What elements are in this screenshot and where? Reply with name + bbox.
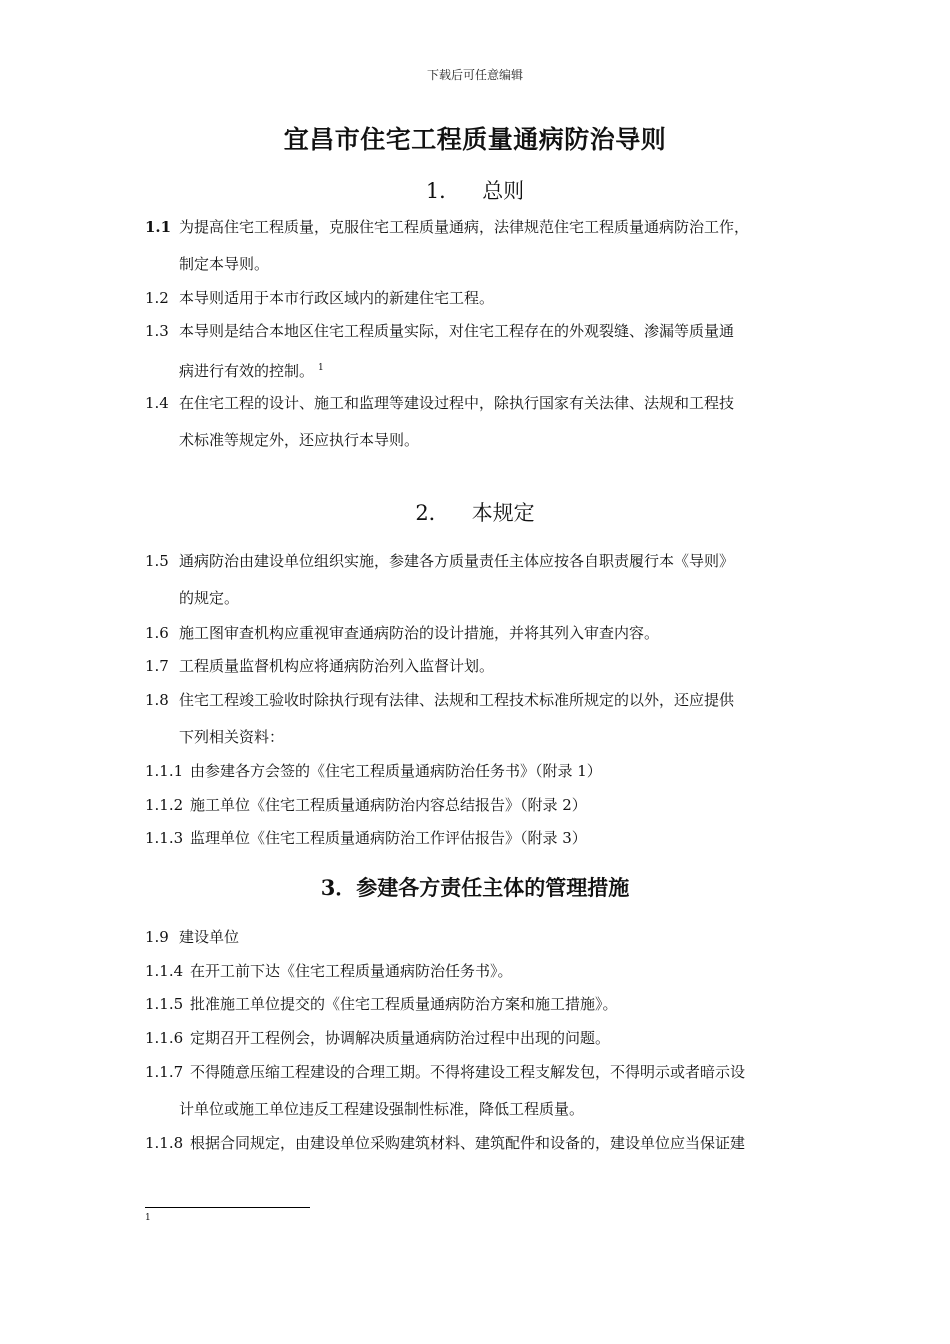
- clause-number: 1.1.3: [145, 829, 184, 847]
- clause-text: 在住宅工程的设计、施工和监理等建设过程中，除执行国家有关法律、法规和工程技: [179, 394, 735, 412]
- clause-number: 1.1.1: [145, 762, 184, 780]
- clause-text: 为提高住宅工程质量，克服住宅工程质量通病，法律规范住宅工程质量通病防治工作，: [179, 218, 750, 236]
- clause-text-continued: 的规定。: [179, 589, 240, 607]
- section-title: 总则: [482, 179, 525, 203]
- clause-text: 工程质量监督机构应将通病防治列入监督计划。: [179, 657, 495, 675]
- subclause-1-1-8: [145, 1125, 817, 1162]
- clause-number: 1.1.4: [145, 962, 184, 980]
- clause-1-4: [145, 385, 817, 459]
- section-title: 本规定: [471, 501, 535, 525]
- clause-1-5: [145, 543, 817, 617]
- clause-text: 住宅工程竣工验收时除执行现有法律、法规和工程技术标准所规定的以外，还应提供: [179, 691, 735, 709]
- clause-number: 1.5: [145, 552, 169, 570]
- subclause-1-1-3: [145, 820, 817, 857]
- page-header: 下载后可任意编辑: [426, 68, 523, 82]
- clause-1-6: [145, 615, 817, 652]
- clause-1-9: [145, 919, 817, 956]
- clause-text-continued: 下列相关资料：: [179, 728, 285, 746]
- clause-text-line: 病进行有效的控制。: [179, 362, 315, 380]
- subclause-1-1-2: [145, 787, 817, 824]
- clause-number: 1.1.5: [145, 995, 184, 1013]
- clause-text: 不得随意压缩工程建设的合理工期。不得将建设工程支解发包，不得明示或者暗示设: [189, 1063, 745, 1081]
- section-heading-3: 3．参建各方责任主体的管理措施: [320, 875, 630, 900]
- clause-1-3: [145, 313, 817, 390]
- clause-text-continued: 术标准等规定外，还应执行本导则。: [179, 431, 420, 449]
- clause-text: 施工单位《住宅工程质量通病防治内容总结报告》（附录 2）: [189, 796, 587, 814]
- clause-text-continued: 计单位或施工单位违反工程建设强制性标准，降低工程质量。: [179, 1100, 585, 1118]
- subclause-1-1-1: [145, 753, 817, 790]
- clause-text-continued: 制定本导则。: [179, 255, 270, 273]
- subclause-1-1-4: [145, 953, 817, 990]
- subclause-1-1-6: [145, 1020, 817, 1057]
- clause-number: 1.7: [145, 657, 169, 675]
- clause-text: 定期召开工程例会，协调解决质量通病防治过程中出现的问题。: [189, 1029, 610, 1047]
- clause-text: 施工图审查机构应重视审查通病防治的设计措施，并将其列入审查内容。: [179, 624, 660, 642]
- clause-number: 1.1.8: [145, 1134, 184, 1152]
- footnote-separator: [145, 1207, 310, 1208]
- document-title: 宜昌市住宅工程质量通病防治导则: [283, 125, 667, 154]
- clause-text: 本导则是结合本地区住宅工程质量实际，对住宅工程存在的外观裂缝、渗漏等质量通: [179, 322, 735, 340]
- clause-1-1: [145, 209, 817, 283]
- clause-number: 1.1: [145, 218, 172, 236]
- clause-text: 在开工前下达《住宅工程质量通病防治任务书》。: [189, 962, 513, 980]
- clause-1-2: [145, 280, 817, 317]
- section-number: 1．: [425, 179, 461, 203]
- clause-1-7: [145, 648, 817, 685]
- section-heading-1: [0, 175, 950, 205]
- footnote-reference[interactable]: 1: [318, 363, 324, 373]
- subclause-1-1-5: [145, 986, 817, 1023]
- clause-text: 本导则适用于本市行政区域内的新建住宅工程。: [179, 289, 495, 307]
- clause-text-continued: [145, 350, 817, 390]
- clause-number: 1.9: [145, 928, 169, 946]
- clause-text: 建设单位: [179, 928, 240, 946]
- subclause-1-1-7: [145, 1054, 817, 1128]
- clause-1-8: [145, 682, 817, 756]
- clause-number: 1.1.7: [145, 1063, 184, 1081]
- clause-number: 1.3: [145, 322, 169, 340]
- clause-text: 根据合同规定，由建设单位采购建筑材料、建筑配件和设备的，建设单位应当保证建: [189, 1134, 745, 1152]
- clause-text: 批准施工单位提交的《住宅工程质量通病防治方案和施工措施》。: [189, 995, 618, 1013]
- clause-number: 1.1.2: [145, 796, 184, 814]
- section-number: 2．: [415, 501, 450, 525]
- clause-text: 监理单位《住宅工程质量通病防治工作评估报告》（附录 3）: [189, 829, 587, 847]
- clause-number: 1.4: [145, 394, 169, 412]
- clause-text: 通病防治由建设单位组织实施，参建各方质量责任主体应按各自职责履行本《导则》: [179, 552, 735, 570]
- clause-text: 由参建各方会签的《住宅工程质量通病防治任务书》（附录 1）: [189, 762, 602, 780]
- section-heading-2: [0, 497, 950, 527]
- clause-number: 1.2: [145, 289, 169, 307]
- clause-number: 1.1.6: [145, 1029, 184, 1047]
- footnote-marker: 1: [145, 1213, 151, 1223]
- clause-number: 1.6: [145, 624, 169, 642]
- clause-number: 1.8: [145, 691, 169, 709]
